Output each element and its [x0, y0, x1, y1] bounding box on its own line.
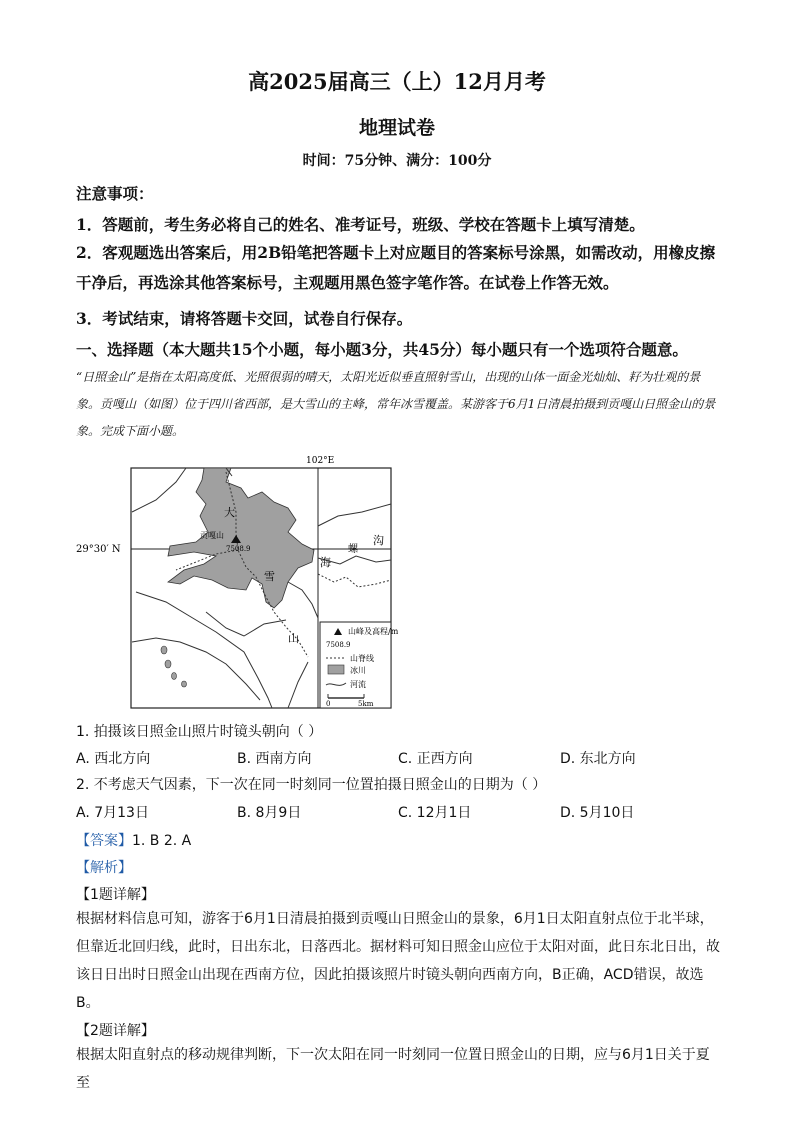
map-svg [76, 452, 398, 710]
question-2-stem: 2. 不考虑天气因素，下一次在同一时刻同一位置拍摄日照金山的日期为（ ） [76, 777, 547, 793]
place-char-hai: 海 [320, 556, 331, 569]
answer-line [76, 830, 191, 850]
glacier-small-2 [165, 660, 171, 668]
peak-name-label: 贡嘎山 [200, 531, 224, 540]
place-char-gou: 沟 [373, 534, 384, 547]
q1-detail-tag: 【1题详解】 [76, 887, 155, 903]
range-char-1: 大 [224, 506, 235, 519]
place-char-luo: 螺 [348, 544, 358, 555]
legend-peak-label: 山峰及高程/m [348, 627, 398, 636]
question-1-option-b[interactable]: B. 西南方向 [237, 751, 312, 767]
note-item-3: 3．考试结束，请将答题卡交回，试卷自行保存。 [76, 309, 413, 328]
answer-text: 1. B 2. A [132, 833, 192, 849]
question-1-option-d[interactable]: D. 东北方向 [560, 751, 636, 767]
glacier-small-1 [161, 646, 167, 654]
gongga-map [76, 452, 398, 710]
range-char-3: 山 [288, 632, 299, 645]
analysis-line [76, 857, 132, 877]
question-2-option-c[interactable]: C. 12月1日 [398, 805, 472, 821]
glacier-small-3 [172, 673, 177, 680]
range-char-2: 雪 [264, 570, 275, 583]
time-and-score: 时间：75分钟、满分：100分 [302, 153, 492, 169]
legend-glacier-label: 冰川 [350, 666, 366, 675]
exam-title: 高2025届高三（上）12月月考 [248, 69, 546, 94]
peak-elevation-label: 7508.9 [226, 545, 251, 553]
notes-heading: 注意事项： [76, 184, 154, 203]
subject-title: 地理试卷 [358, 117, 435, 139]
legend-river-label: 河流 [350, 680, 366, 689]
legend-peak-sample: 7508.9 [326, 641, 351, 649]
q2-detail-tag: 【2题详解】 [76, 1023, 155, 1039]
q2-detail-text: 根据太阳直射点的移动规律判断，下一次太阳在同一时刻同一位置日照金山的日期，应与6月1日关于夏至 [76, 1047, 710, 1091]
scale-zero-label: 0 [326, 700, 331, 708]
answer-tag: 【答案】 [76, 833, 132, 849]
question-1-stem: 1. 拍摄该日照金山照片时镜头朝向（ ） [76, 724, 323, 740]
question-2-option-d[interactable]: D. 5月10日 [560, 805, 635, 821]
section-1-heading: 一、选择题（本大题共15个小题，每小题3分，共45分）每小题只有一个选项符合题意。 [76, 340, 688, 359]
legend-glacier-icon [328, 665, 344, 674]
legend-ridge-label: 山脊线 [350, 654, 374, 663]
question-2-option-a[interactable]: A. 7月13日 [76, 805, 149, 821]
question-1-option-c[interactable]: C. 正西方向 [398, 751, 473, 767]
scale-end-label: 5km [358, 700, 374, 708]
q1-detail-text: 根据材料信息可知，游客于6月1日清晨拍摄到贡嘎山日照金山的景象，6月1日太阳直射点位于北半球，但靠近北回归线，此时，日出东北，日落西北。据材料可知日照金山应位于太阳对面，此日东北日出，故该日日出时日照金山出现在西南方位，因此拍摄该照片时镜头朝向西南方向，B正确，ACD错误，故选B。 [76, 911, 720, 1011]
note-item-1: 1．答题前，考生务必将自己的姓名、准考证号，班级、学校在答题卡上填写清楚。 [76, 215, 645, 234]
analysis-tag: 【解析】 [76, 860, 132, 876]
glacier-small-4 [182, 681, 187, 687]
note-item-2: 2．客观题选出答案后，用2B铅笔把答题卡上对应题目的答案标号涂黑，如需改动，用橡皮擦干净后，再选涂其他答案标号，主观题用黑色签字笔作答。在试卷上作答无效。 [76, 243, 716, 292]
question-2-option-b[interactable]: B. 8月9日 [237, 805, 302, 821]
longitude-label: 102°E [306, 456, 335, 466]
question-1-option-a[interactable]: A. 西北方向 [76, 751, 151, 767]
latitude-label: 29°30′ N [76, 544, 121, 555]
reading-material: “日照金山”是指在太阳高度低、光照很弱的晴天，太阳光近似垂直照射雪山，出现的山体一面金光灿灿、耔为壮观的景象。贡嘎山（如图）位于四川省西部，是大雪山的主峰，常年冰雪覆盖。某游客于6月1日清晨拍摄到贡嘎山日照金山的景象。完成下面小题。 [76, 370, 716, 438]
